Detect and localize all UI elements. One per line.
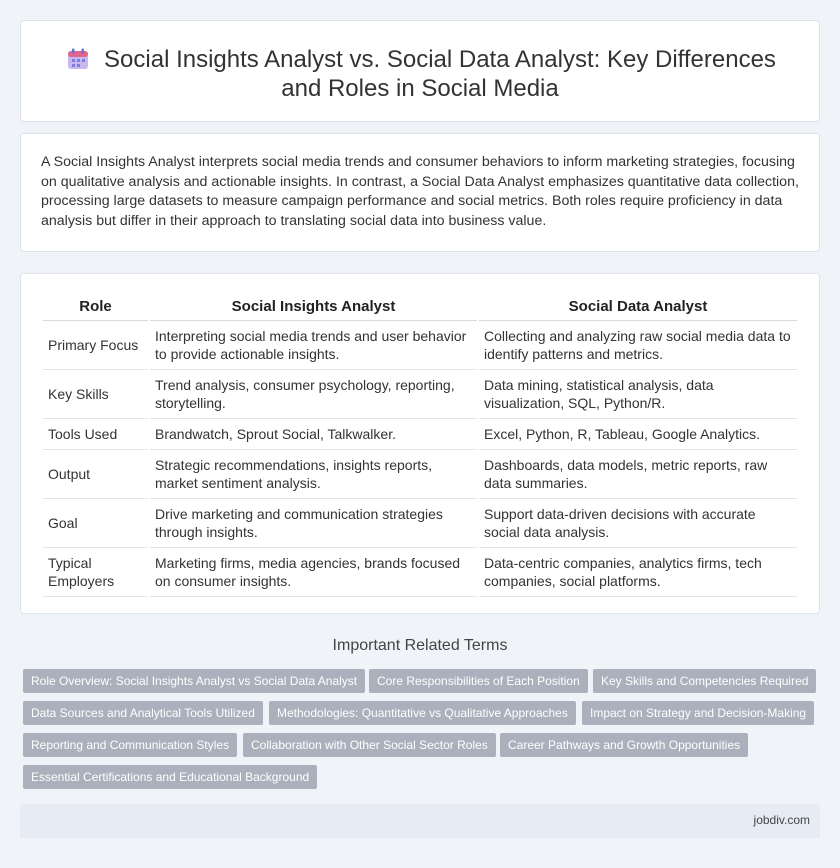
- related-term-tag[interactable]: Impact on Strategy and Decision-Making: [582, 701, 814, 725]
- insights-analyst-cell: Brandwatch, Sprout Social, Talkwalker.: [150, 419, 477, 450]
- row-label: Goal: [43, 499, 148, 548]
- insights-analyst-cell: Strategic recommendations, insights reports, market sentiment analysis.: [150, 450, 477, 499]
- related-term-tag[interactable]: Core Responsibilities of Each Position: [369, 669, 588, 693]
- data-analyst-cell: Collecting and analyzing raw social media data to identify patterns and metrics.: [479, 321, 797, 370]
- row-label: Key Skills: [43, 370, 148, 419]
- row-label: Primary Focus: [43, 321, 148, 370]
- data-analyst-cell: Data mining, statistical analysis, data visualization, SQL, Python/R.: [479, 370, 797, 419]
- comparison-card: [20, 273, 820, 614]
- data-analyst-cell: Data-centric companies, analytics firms, tech companies, social platforms.: [479, 548, 797, 597]
- intro-card: [20, 133, 820, 252]
- table-row: [43, 450, 797, 499]
- related-term-tag[interactable]: Role Overview: Social Insights Analyst vs Social Data Analyst: [23, 669, 365, 693]
- intro-text: A Social Insights Analyst interprets social media trends and consumer behaviors to inform marketing strategies, focusing on qualitative analysis and actionable insights. In contrast, a Social Data Analyst emphasizes quantitative data collection, processing large datasets to measure campaign performance and social metrics. Both roles require proficiency in data analysis but differ in their approach to translating social data into business value.: [41, 154, 799, 229]
- related-term-tag[interactable]: Career Pathways and Growth Opportunities: [500, 733, 748, 757]
- comparison-table: [41, 294, 799, 597]
- row-label: Typical Employers: [43, 548, 148, 597]
- title-line-2: and Roles in Social Media: [281, 75, 559, 102]
- related-term-tag[interactable]: Collaboration with Other Social Sector Roles: [243, 733, 496, 757]
- header-card: [20, 20, 820, 122]
- header-data-analyst: Social Data Analyst: [479, 294, 797, 321]
- table-row: [43, 548, 797, 597]
- table-row: [43, 370, 797, 419]
- title-line-1: Social Insights Analyst vs. Social Data Analyst: Key Differences: [104, 46, 776, 73]
- insights-analyst-cell: Drive marketing and communication strategies through insights.: [150, 499, 477, 548]
- page-title: [21, 45, 819, 103]
- related-term-tag[interactable]: Key Skills and Competencies Required: [593, 669, 816, 693]
- table-header-row: [43, 294, 797, 321]
- related-term-tag[interactable]: Essential Certifications and Educational Background: [23, 765, 317, 789]
- data-analyst-cell: Excel, Python, R, Tableau, Google Analytics.: [479, 419, 797, 450]
- data-analyst-cell: Dashboards, data models, metric reports, raw data summaries.: [479, 450, 797, 499]
- table-row: [43, 499, 797, 548]
- table-row: [43, 321, 797, 370]
- insights-analyst-cell: Trend analysis, consumer psychology, reporting, storytelling.: [150, 370, 477, 419]
- header-insights-analyst: Social Insights Analyst: [150, 294, 477, 321]
- row-label: Output: [43, 450, 148, 499]
- header-role: Role: [43, 294, 148, 321]
- footer: [20, 804, 820, 838]
- row-label: Tools Used: [43, 419, 148, 450]
- insights-analyst-cell: Interpreting social media trends and user behavior to provide actionable insights.: [150, 321, 477, 370]
- related-terms-heading: Important Related Terms: [332, 637, 508, 654]
- related-term-tag[interactable]: Methodologies: Quantitative vs Qualitative Approaches: [269, 701, 576, 725]
- related-term-tag[interactable]: Data Sources and Analytical Tools Utilized: [23, 701, 263, 725]
- insights-analyst-cell: Marketing firms, media agencies, brands focused on consumer insights.: [150, 548, 477, 597]
- related-term-tag[interactable]: Reporting and Communication Styles: [23, 733, 237, 757]
- data-analyst-cell: Support data-driven decisions with accurate social data analysis.: [479, 499, 797, 548]
- footer-site[interactable]: jobdiv.com: [753, 813, 810, 827]
- table-row: [43, 419, 797, 450]
